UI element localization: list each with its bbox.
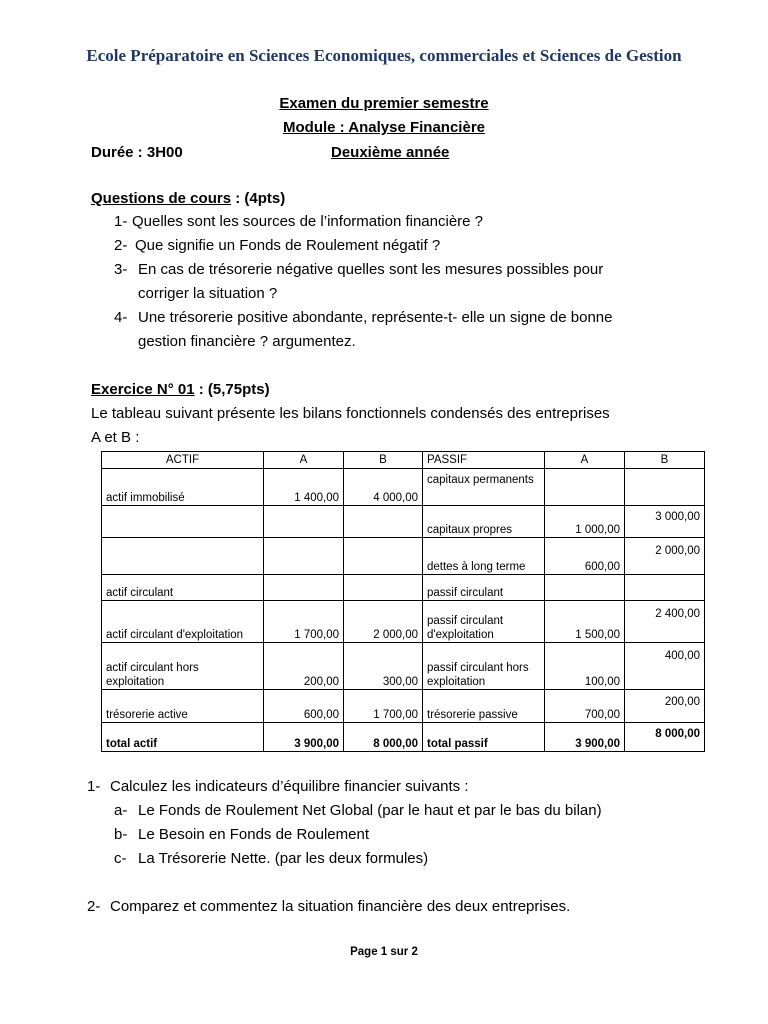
exercice-sub-c: c- La Trésorerie Nette. (par les deux formules) bbox=[114, 850, 429, 867]
table-cell: 1 700,00 bbox=[264, 601, 344, 643]
header-a: A bbox=[264, 452, 344, 469]
table-row bbox=[102, 601, 705, 643]
table-cell: 200,00 bbox=[625, 690, 705, 723]
table-cell: passif circulant hors exploitation bbox=[423, 643, 545, 690]
table-cell: passif circulant d'exploitation bbox=[423, 601, 545, 643]
table-cell: dettes à long terme bbox=[423, 538, 545, 575]
bilan-table bbox=[101, 451, 705, 752]
table-row bbox=[102, 469, 705, 506]
table-row bbox=[102, 690, 705, 723]
table-cell: 2 000,00 bbox=[344, 601, 423, 643]
table-cell: total passif bbox=[423, 723, 545, 752]
table-header-row bbox=[102, 452, 705, 469]
table-cell: 3 000,00 bbox=[625, 506, 705, 538]
table-cell: 100,00 bbox=[545, 643, 625, 690]
header-actif: ACTIF bbox=[102, 452, 264, 469]
table-cell bbox=[344, 538, 423, 575]
table-cell: trésorerie active bbox=[102, 690, 264, 723]
table-cell bbox=[264, 575, 344, 601]
table-cell: 2 400,00 bbox=[625, 601, 705, 643]
table-cell: 1 000,00 bbox=[545, 506, 625, 538]
table-cell: capitaux propres bbox=[423, 506, 545, 538]
table-row bbox=[102, 538, 705, 575]
table-cell: 8 000,00 bbox=[344, 723, 423, 752]
exercice-intro-line-1: Le tableau suivant présente les bilans fonctionnels condensés des entreprises bbox=[91, 405, 610, 422]
table-cell bbox=[625, 469, 705, 506]
table-cell bbox=[344, 506, 423, 538]
exercice-sub-b: b- Le Besoin en Fonds de Roulement bbox=[114, 826, 369, 843]
table-cell: 3 900,00 bbox=[545, 723, 625, 752]
cours-question-2: 2- Que signifie un Fonds de Roulement négatif ? bbox=[114, 237, 441, 254]
table-cell: 300,00 bbox=[344, 643, 423, 690]
table-cell bbox=[102, 506, 264, 538]
cours-heading: Questions de cours : (4pts) bbox=[91, 190, 286, 207]
exercice-intro-line-2: A et B : bbox=[91, 429, 140, 446]
table-row bbox=[102, 506, 705, 538]
table-cell bbox=[344, 575, 423, 601]
duration: Durée : 3H00 bbox=[91, 144, 183, 161]
table-cell: 1 500,00 bbox=[545, 601, 625, 643]
table-cell: 700,00 bbox=[545, 690, 625, 723]
table-row bbox=[102, 643, 705, 690]
cours-question-4: 4- Une trésorerie positive abondante, représente-t- elle un signe de bonne gestion financière ? argumentez. bbox=[114, 309, 613, 350]
table-cell bbox=[102, 538, 264, 575]
school-name: Ecole Préparatoire en Sciences Economiques, commerciales et Sciences de Gestion bbox=[86, 46, 682, 65]
table-cell bbox=[264, 538, 344, 575]
table-cell: passif circulant bbox=[423, 575, 545, 601]
exercice-heading: Exercice N° 01 : (5,75pts) bbox=[91, 381, 270, 398]
table-cell: capitaux permanents bbox=[423, 469, 545, 506]
table-cell: 1 700,00 bbox=[344, 690, 423, 723]
table-cell: total actif bbox=[102, 723, 264, 752]
table-cell: 400,00 bbox=[625, 643, 705, 690]
table-cell: actif circulant hors exploitation bbox=[102, 643, 264, 690]
table-row bbox=[102, 575, 705, 601]
exercice-sub-a: a- Le Fonds de Roulement Net Global (par le haut et par le bas du bilan) bbox=[114, 802, 602, 819]
header-b: B bbox=[344, 452, 423, 469]
table-cell: 1 400,00 bbox=[264, 469, 344, 506]
table-cell: 600,00 bbox=[545, 538, 625, 575]
table-cell: 8 000,00 bbox=[625, 723, 705, 752]
exercice-question-2: 2- Comparez et commentez la situation financière des deux entreprises. bbox=[87, 898, 571, 915]
cours-question-3: 3- En cas de trésorerie négative quelles sont les mesures possibles pour corriger la situation ? bbox=[114, 261, 604, 302]
exam-title: Examen du premier semestre bbox=[279, 95, 489, 112]
table-cell: actif circulant d'exploitation bbox=[102, 601, 264, 643]
module-title: Module : Analyse Financière bbox=[283, 119, 485, 136]
cours-question-1: 1- Quelles sont les sources de l’information financière ? bbox=[114, 213, 484, 230]
table-cell: 2 000,00 bbox=[625, 538, 705, 575]
table-cell: 200,00 bbox=[264, 643, 344, 690]
table-cell bbox=[545, 469, 625, 506]
table-row bbox=[102, 723, 705, 752]
table-cell: actif circulant bbox=[102, 575, 264, 601]
table-cell bbox=[264, 506, 344, 538]
table-cell bbox=[625, 575, 705, 601]
page-number: Page 1 sur 2 bbox=[350, 946, 418, 958]
table-cell bbox=[545, 575, 625, 601]
header-passif: PASSIF bbox=[423, 452, 545, 469]
table-cell: 3 900,00 bbox=[264, 723, 344, 752]
table-cell: 600,00 bbox=[264, 690, 344, 723]
exercice-question-1: 1- Calculez les indicateurs d’équilibre financier suivants : bbox=[87, 778, 469, 795]
header-a: A bbox=[545, 452, 625, 469]
table-cell: actif immobilisé bbox=[102, 469, 264, 506]
year: Deuxième année bbox=[331, 144, 450, 161]
header-b: B bbox=[625, 452, 705, 469]
table-cell: trésorerie passive bbox=[423, 690, 545, 723]
table-cell: 4 000,00 bbox=[344, 469, 423, 506]
